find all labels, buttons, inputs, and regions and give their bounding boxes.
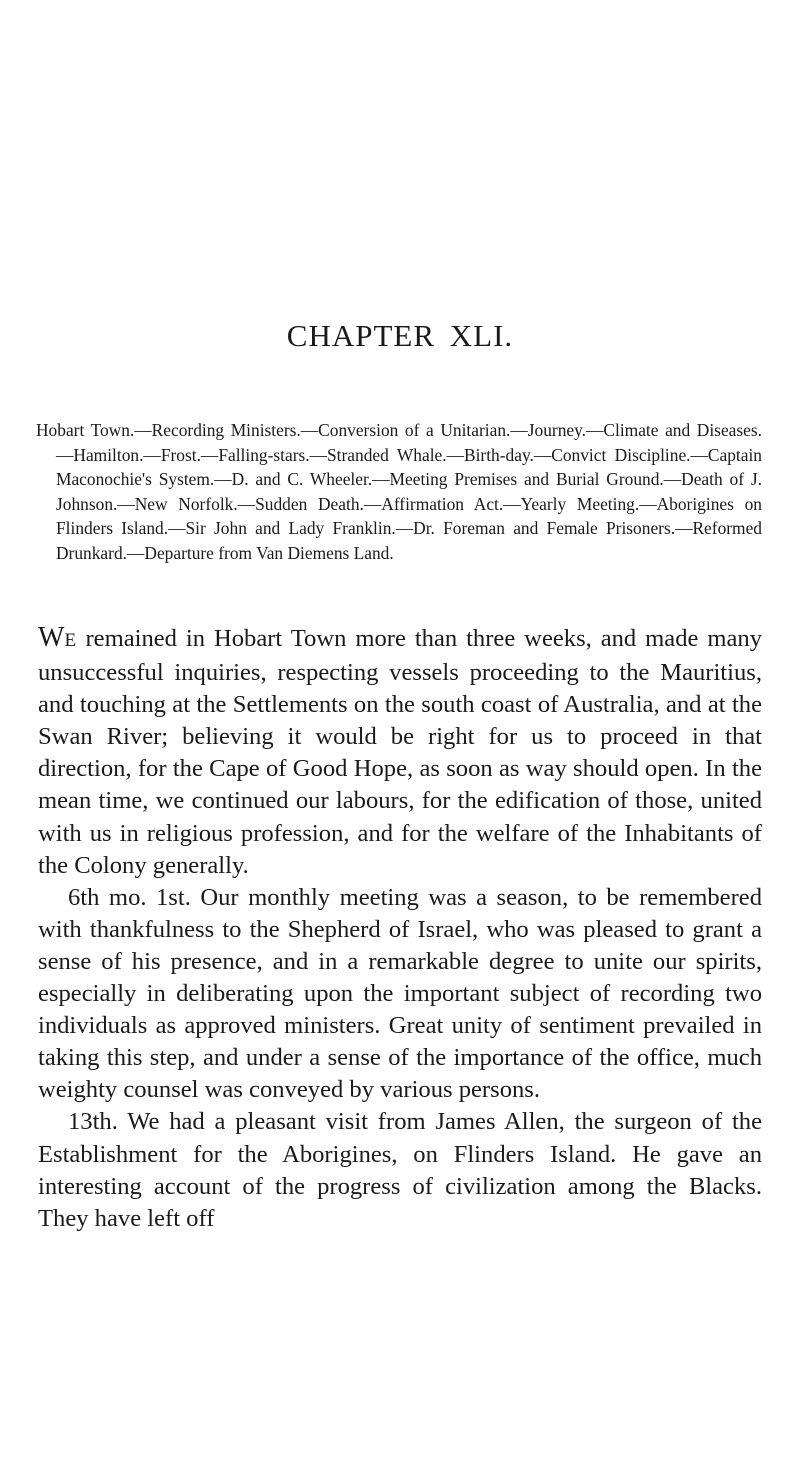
drop-capital: W (38, 622, 65, 653)
paragraph-3: 13th. We had a pleasant visit from James Allen, the surgeon of the Establishment for the Aborigines, on Flinders Island. He gave an interesting account of the progress of civilization among the Blacks. They have left off (38, 1108, 762, 1232)
body-text (38, 622, 762, 1235)
small-capital: E (64, 630, 77, 651)
paragraph-1-text: remained in Hobart Town more than three weeks, and made many unsuccessful inquiries, respecting vessels proceeding to the Mauritius, and touching at the Settlements on the south coast of Australia, and at the Swan River; believing it would be right for us to proceed in that direction, for the Cape of Good Hope, as soon as way should open. In the mean time, we continued our labours, for the edification of those, united with us in religious profession, and for the welfare of the Inhabitants of the Colony generally. (38, 625, 762, 879)
chapter-synopsis: Hobart Town.—Recording Ministers.—Conversion of a Unitarian.—Journey.—Climate and Diseases.—Hamilton.—Frost.—Falling-stars.—Stranded Whale.—Birth-day.—Convict Discipline.—Captain Maconochie's System.—D. and C. Wheeler.—Meeting Premises and Burial Ground.—Death of J. Johnson.—New Norfolk.—Sudden Death.—Affirmation Act.—Yearly Meeting.—Aborigines on Flinders Island.—Sir John and Lady Franklin.—Dr. Foreman and Female Prisoners.—Reformed Drunkard.—Departure from Van Diemens Land. (36, 420, 762, 563)
paragraph-1 (38, 622, 762, 882)
chapter-title: CHAPTER XLI. (286, 318, 514, 353)
paragraph-2: 6th mo. 1st. Our monthly meeting was a season, to be remembered with thankfulness to the Shepherd of Israel, who was pleased to grant a sense of his presence, and in a remarkable degree to unite our spirits, especially in deliberating upon the important subject of recording two individuals as approved ministers. Great unity of sentiment prevailed in taking this step, and under a sense of the importance of the office, much weighty counsel was conveyed by various persons. (38, 883, 762, 1104)
